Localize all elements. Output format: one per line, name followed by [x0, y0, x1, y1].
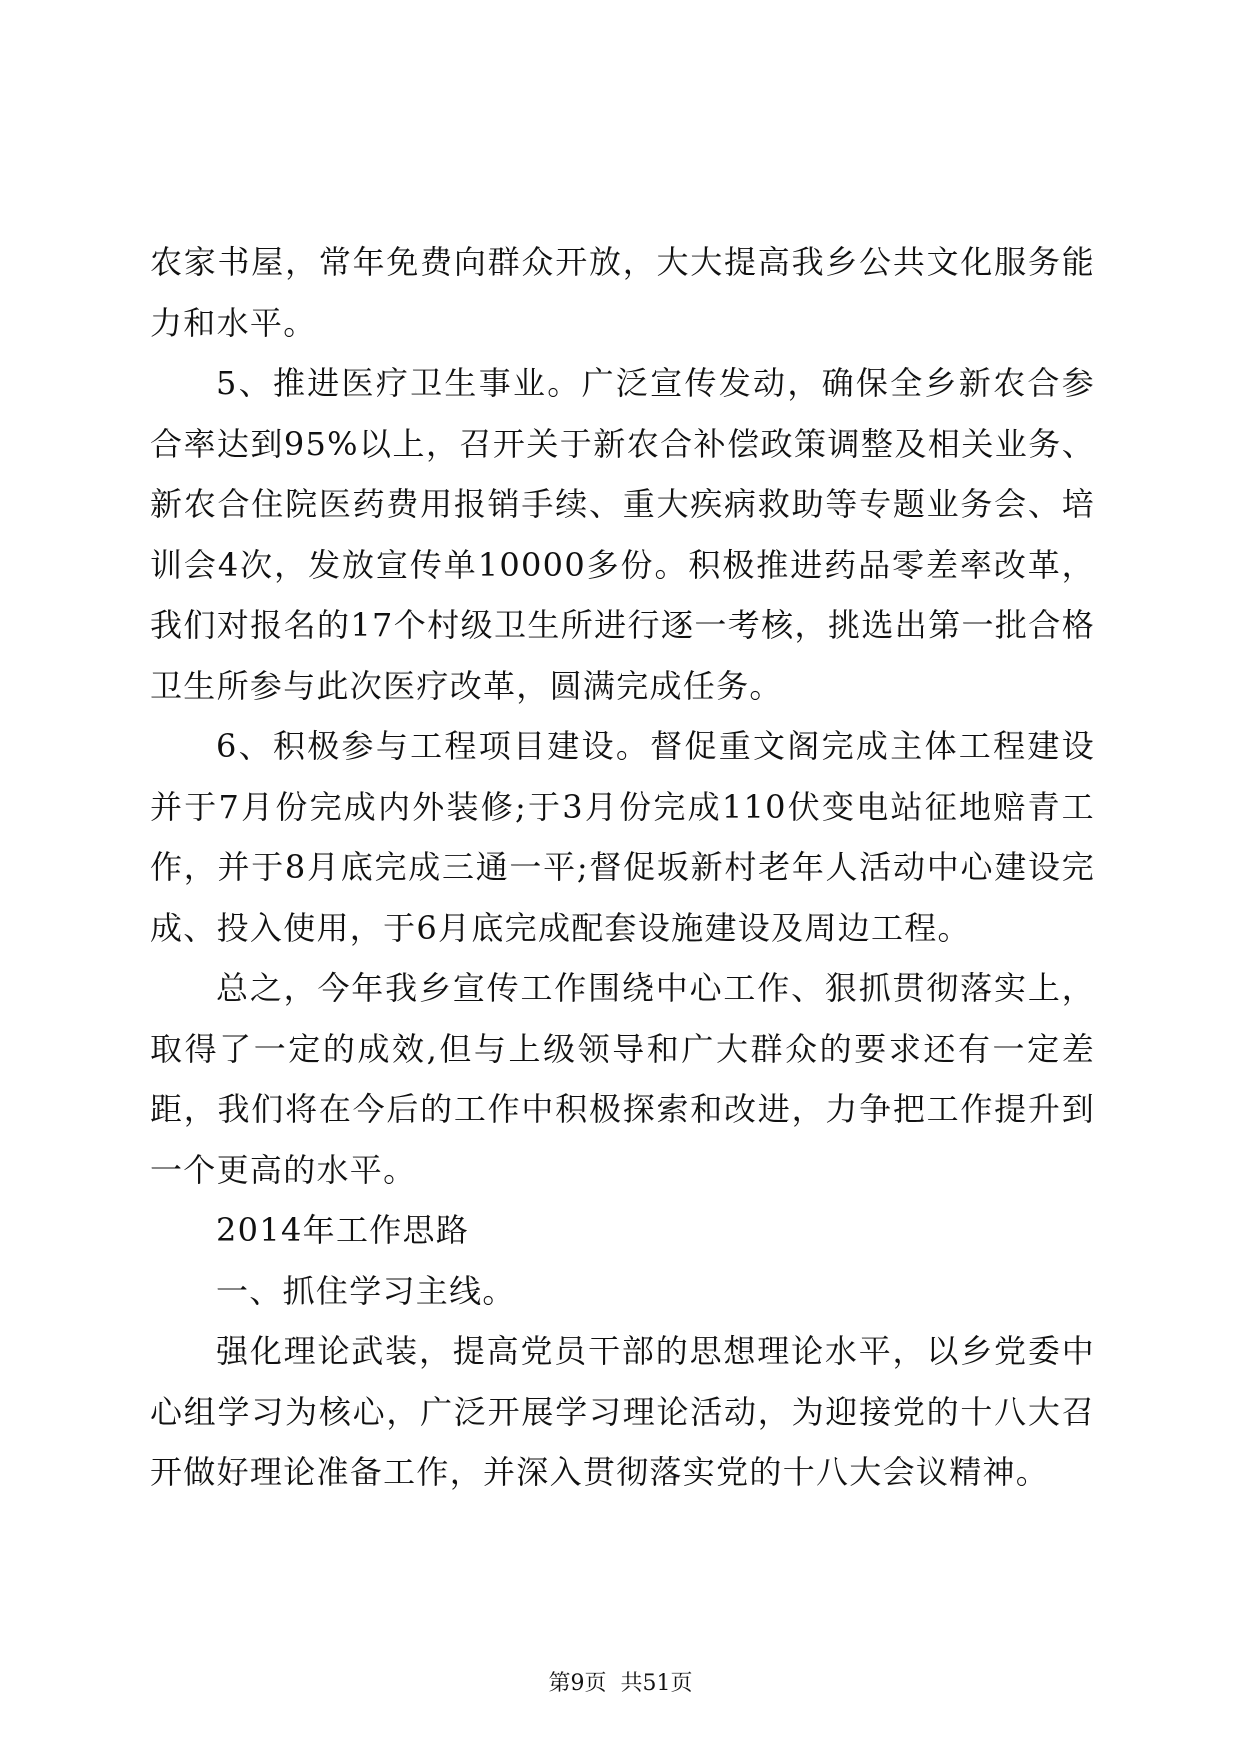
paragraph: 5、推进医疗卫生事业。广泛宣传发动，确保全乡新农合参合率达到95%以上，召开关于新农合补偿政策调整及相关业务、新农合住院医药费用报销手续、重大疾病救助等专题业务会、培训会4次，发放宣传单10000多份。积极推进药品零差率改革，我们对报名的17个村级卫生所进行逐一考核，挑选出第一批合格卫生所参与此次医疗改革，圆满完成任务。	[150, 364, 1095, 705]
paragraph: 农家书屋，常年免费向群众开放，大大提高我乡公共文化服务能力和水平。	[150, 243, 1095, 342]
page-number: 第9页	[548, 1671, 607, 1696]
paragraph: 强化理论武装，提高党员干部的思想理论水平，以乡党委中心组学习为核心，广泛开展学习理论活动，为迎接党的十八大召开做好理论准备工作，并深入贯彻落实党的十八大会议精神。	[150, 1332, 1095, 1491]
subsection-heading: 一、抓住学习主线。	[216, 1271, 516, 1310]
page-footer	[0, 1669, 1241, 1699]
paragraph: 总之，今年我乡宣传工作围绕中心工作、狠抓贯彻落实上，取得了一定的成效,但与上级领导和广大群众的要求还有一定差距，我们将在今后的工作中积极探索和改进，力争把工作提升到一个更高的水平。	[150, 969, 1095, 1189]
page-total: 共51页	[620, 1671, 693, 1696]
section-heading: 2014年工作思路	[216, 1211, 470, 1249]
document-body	[150, 232, 1095, 1503]
paragraph: 6、积极参与工程项目建设。督促重文阁完成主体工程建设并于7月份完成内外装修;于3月份完成110伏变电站征地赔青工作，并于8月底完成三通一平;督促坂新村老年人活动中心建设完成、投入使用，于6月底完成配套设施建设及周边工程。	[150, 727, 1095, 947]
